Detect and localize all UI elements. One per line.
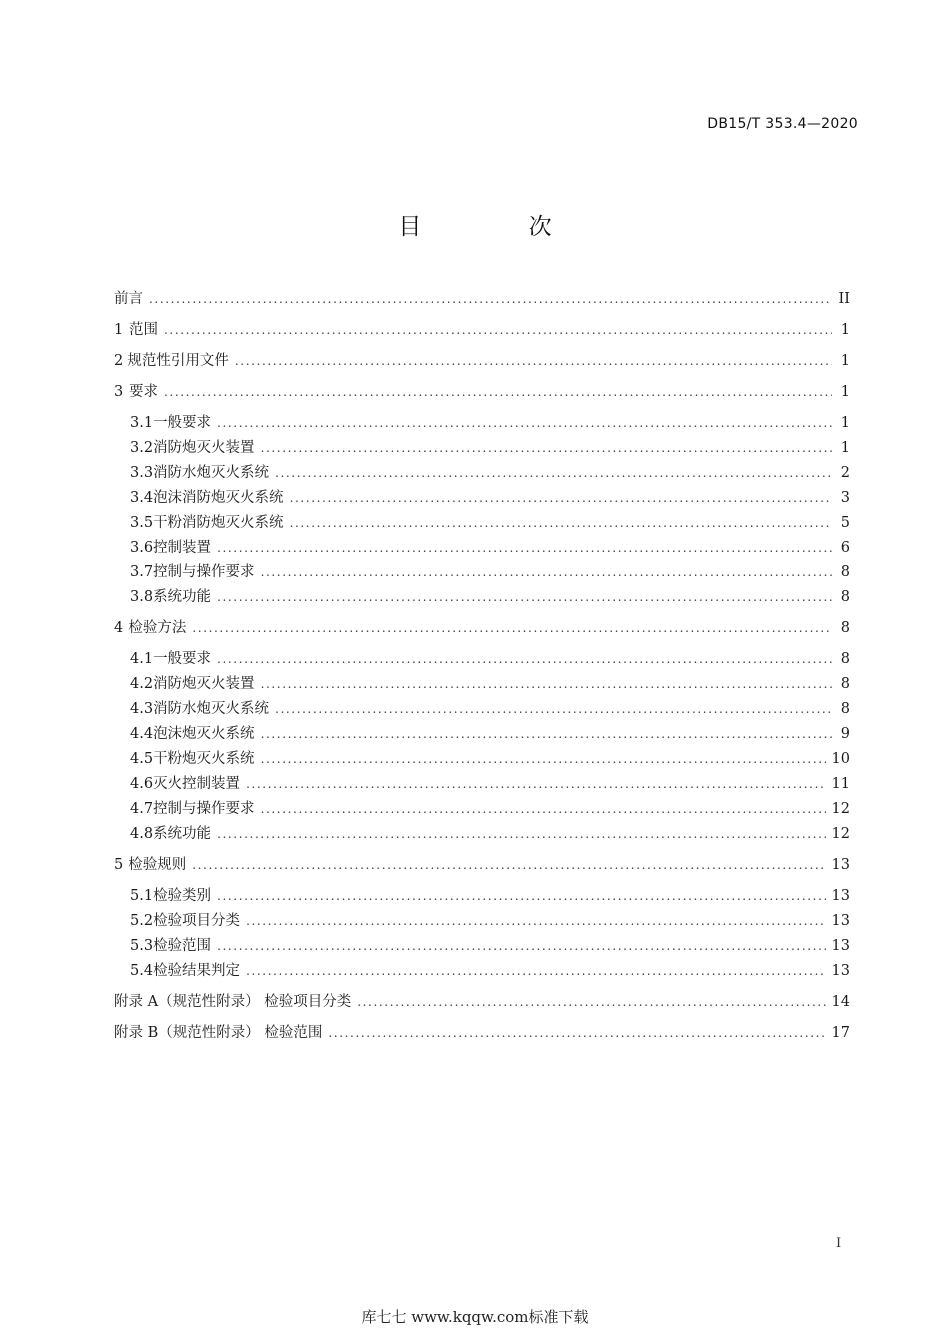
toc-entry-4-5[interactable]: [130, 748, 850, 770]
toc-page-number: 1: [840, 322, 850, 338]
watermark-text: 库七七 www.kqqw.com标准下载: [361, 1308, 589, 1326]
toc-leader-dots: [357, 991, 825, 1013]
toc-page-number: 13: [831, 913, 850, 929]
toc-leader-dots: [164, 381, 832, 403]
page-number: I: [836, 1236, 842, 1251]
toc-number: 4.4: [130, 726, 154, 742]
toc-leader-dots: [275, 462, 832, 484]
toc-number: 4: [114, 620, 124, 636]
toc-number: 4.2: [130, 676, 154, 692]
toc-title: 目 次: [398, 214, 602, 240]
toc-label: 范围: [128, 322, 158, 338]
toc-number: 3.1: [130, 415, 154, 431]
toc-page-number: 8: [840, 651, 850, 667]
toc-leader-dots: [192, 854, 825, 876]
toc-number: 4.8: [130, 826, 154, 842]
toc-page-number: 3: [840, 490, 850, 506]
toc-page-number: 14: [831, 994, 850, 1010]
toc-page-number: 12: [831, 801, 850, 817]
toc-page-number: 13: [831, 938, 850, 954]
toc-leader-dots: [261, 673, 832, 695]
toc-label: 检验结果判定: [153, 963, 241, 979]
toc-page-number: 8: [840, 620, 850, 636]
toc-label: 系统功能: [153, 589, 212, 605]
toc-entry-4-8[interactable]: [130, 823, 850, 845]
toc-label: 检验类别: [153, 888, 212, 904]
toc-page-number: 8: [840, 564, 850, 580]
toc-entry-5-3[interactable]: [130, 935, 850, 957]
toc-label: 泡沫炮灭火系统: [153, 726, 255, 742]
toc-entry-3-1[interactable]: [130, 412, 850, 434]
toc-leader-dots: [217, 885, 825, 907]
toc-number: 3.7: [130, 564, 154, 580]
toc-number: 3: [114, 384, 124, 400]
toc-page-number: 11: [831, 776, 850, 792]
toc-leader-dots: [290, 487, 832, 509]
toc-label: 检验项目分类: [153, 913, 241, 929]
toc-entry-3-2[interactable]: [130, 437, 850, 459]
toc-number: 4.3: [130, 701, 154, 717]
toc-label: 附录 A（规范性附录） 检验项目分类: [114, 994, 352, 1010]
toc-page-number: 8: [840, 676, 850, 692]
toc-number: 5.2: [130, 913, 154, 929]
document-code: DB15/T 353.4—2020: [707, 116, 858, 132]
toc-page-number: 2: [840, 465, 850, 481]
toc-leader-dots: [246, 773, 825, 795]
toc-label: 要求: [128, 384, 158, 400]
toc-entry-4[interactable]: [114, 617, 850, 639]
toc-label: 检验规则: [128, 857, 187, 873]
toc-entry-4-3[interactable]: [130, 698, 850, 720]
toc-page-number: 1: [840, 440, 850, 456]
toc-leader-dots: [275, 698, 832, 720]
toc-number: 1: [114, 322, 124, 338]
toc-leader-dots: [261, 748, 826, 770]
toc-page-number: 10: [831, 751, 850, 767]
toc-leader-dots: [217, 412, 832, 434]
toc-number: 3.2: [130, 440, 154, 456]
toc-page-number: 17: [831, 1025, 850, 1041]
toc-page-number: 13: [831, 963, 850, 979]
toc-entry-3-8[interactable]: [130, 586, 850, 608]
toc-label: 消防炮灭火装置: [153, 440, 255, 456]
toc-entry-1[interactable]: [114, 319, 850, 341]
toc-label: 干粉消防炮灭火系统: [153, 515, 284, 531]
toc-entry-4-2[interactable]: [130, 673, 850, 695]
toc-leader-dots: [261, 437, 832, 459]
toc-page-number: 1: [840, 384, 850, 400]
toc-label: 消防水炮灭火系统: [153, 701, 270, 717]
toc-label: 系统功能: [153, 826, 212, 842]
toc-page-number: 6: [840, 540, 850, 556]
toc-leader-dots: [164, 319, 832, 341]
toc-page-number: 9: [840, 726, 850, 742]
toc-label: 控制装置: [153, 540, 212, 556]
toc-entry-3-4[interactable]: [130, 487, 850, 509]
toc-page-number: II: [838, 291, 850, 307]
toc-leader-dots: [290, 512, 832, 534]
toc-label: 检验方法: [128, 620, 187, 636]
toc-entry-3-5[interactable]: [130, 512, 850, 534]
toc-entry-4-7[interactable]: [130, 798, 850, 820]
toc-page-number: 13: [831, 888, 850, 904]
toc-leader-dots: [328, 1022, 825, 1044]
toc-leader-dots: [192, 617, 832, 639]
toc-number: 3.5: [130, 515, 154, 531]
toc-label: 灭火控制装置: [153, 776, 241, 792]
toc-leader-dots: [217, 648, 832, 670]
toc-page-number: 1: [840, 415, 850, 431]
toc-entry-5-1[interactable]: [130, 885, 850, 907]
toc-number: 2: [114, 353, 124, 369]
toc-label: 一般要求: [153, 651, 212, 667]
toc-entry-4-4[interactable]: [130, 723, 850, 745]
toc-entry-foreword[interactable]: [114, 288, 850, 310]
toc-label: 控制与操作要求: [153, 564, 255, 580]
toc-page-number: 12: [831, 826, 850, 842]
toc-entry-5[interactable]: [114, 854, 850, 876]
toc-number: 4.6: [130, 776, 154, 792]
toc-page-number: 5: [840, 515, 850, 531]
toc-page-number: 1: [840, 353, 850, 369]
toc-label: 前言: [114, 291, 143, 307]
toc-entry-4-6[interactable]: [130, 773, 850, 795]
toc-entry-2[interactable]: [114, 350, 850, 372]
toc-leader-dots: [217, 537, 832, 559]
toc-number: 5.1: [130, 888, 154, 904]
toc-label: 泡沫消防炮灭火系统: [153, 490, 284, 506]
toc-leader-dots: [261, 723, 832, 745]
toc-number: 3.4: [130, 490, 154, 506]
toc-entry-appendix-b[interactable]: [114, 1022, 850, 1044]
toc-entry-5-2[interactable]: [130, 910, 850, 932]
toc-label: 一般要求: [153, 415, 212, 431]
toc-entry-4-1[interactable]: [130, 648, 850, 670]
toc-leader-dots: [149, 288, 832, 310]
toc-page-number: 13: [831, 857, 850, 873]
toc-entry-3-6[interactable]: [130, 537, 850, 559]
toc-page-number: 8: [840, 589, 850, 605]
toc-label: 干粉炮灭火系统: [153, 751, 255, 767]
toc-label: 控制与操作要求: [153, 801, 255, 817]
toc-leader-dots: [261, 798, 826, 820]
toc-number: 3.3: [130, 465, 154, 481]
toc-number: 4.5: [130, 751, 154, 767]
toc-number: 4.7: [130, 801, 154, 817]
toc-label: 消防水炮灭火系统: [153, 465, 270, 481]
toc-leader-dots: [261, 561, 832, 583]
toc-entry-appendix-a[interactable]: [114, 991, 850, 1013]
toc-leader-dots: [235, 350, 832, 372]
toc-leader-dots: [246, 960, 825, 982]
toc-number: 3.8: [130, 589, 154, 605]
toc-label: 附录 B（规范性附录） 检验范围: [114, 1025, 323, 1041]
toc-label: 规范性引用文件: [127, 353, 229, 369]
toc-entry-3-3[interactable]: [130, 462, 850, 484]
toc-number: 4.1: [130, 651, 154, 667]
toc-number: 3.6: [130, 540, 154, 556]
toc-leader-dots: [217, 935, 825, 957]
toc-number: 5.3: [130, 938, 154, 954]
toc-label: 消防炮灭火装置: [153, 676, 255, 692]
toc-leader-dots: [217, 823, 825, 845]
toc-number: 5.4: [130, 963, 154, 979]
toc-entry-5-4[interactable]: [130, 960, 850, 982]
toc-number: 5: [114, 857, 124, 873]
toc-leader-dots: [217, 586, 832, 608]
toc-leader-dots: [246, 910, 825, 932]
toc-entry-3[interactable]: [114, 381, 850, 403]
toc-entry-3-7[interactable]: [130, 561, 850, 583]
toc-label: 检验范围: [153, 938, 212, 954]
toc-page-number: 8: [840, 701, 850, 717]
